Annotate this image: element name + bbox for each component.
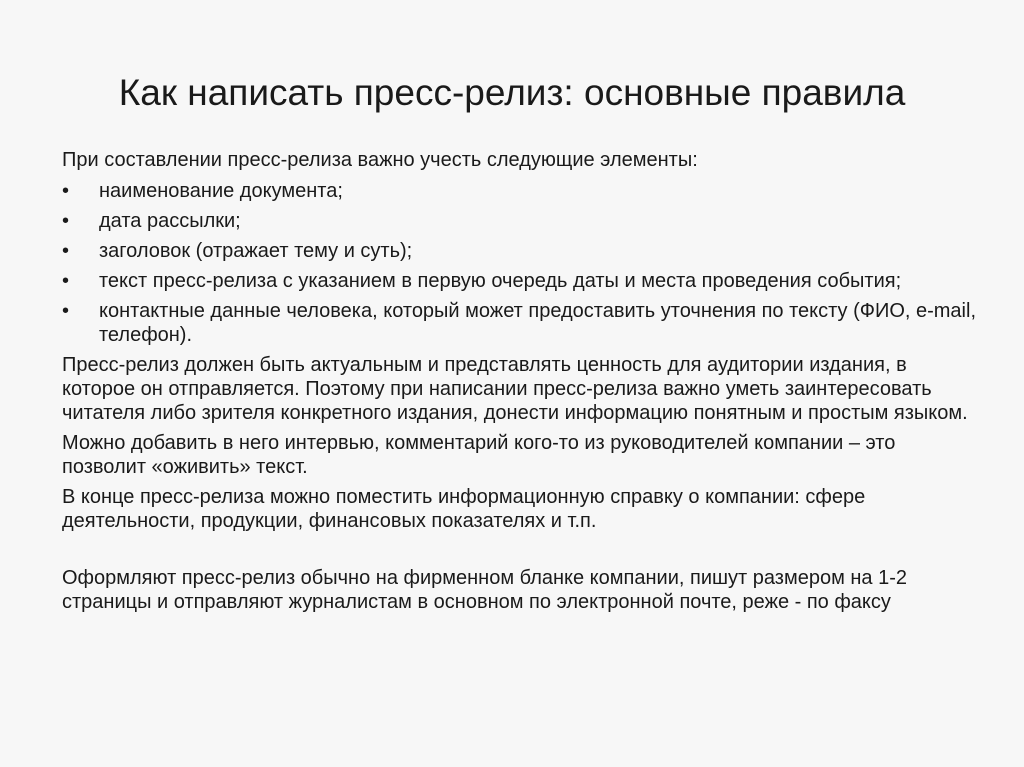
- bullet-text: текст пресс-релиза с указанием в первую очередь даты и места проведения события;: [99, 270, 902, 292]
- bullet-list: [62, 179, 982, 347]
- bullet-icon: •: [62, 270, 70, 292]
- bullet-icon: •: [62, 300, 70, 322]
- bullet-item: [62, 299, 982, 347]
- bullet-item: [62, 179, 982, 203]
- intro-text: При составлении пресс-релиза важно учесть следующие элементы:: [62, 149, 698, 171]
- bullet-text: заголовок (отражает тему и суть);: [99, 240, 413, 262]
- paragraph-relevance: Пресс-релиз должен быть актуальным и представлять ценность для аудитории издания, в которое он отправляется. Поэтому при написании пресс-релиза важно уметь заинтересовать читателя либо зрителя конкретного издания, донести информацию понятным и простым языком.: [62, 354, 968, 424]
- paragraph-interview: Можно добавить в него интервью, комментарий кого-то из руководителей компании – это позволит «оживить» текст.: [62, 432, 896, 478]
- bullet-icon: •: [62, 210, 70, 232]
- bullet-item: [62, 239, 982, 263]
- bullet-text: дата рассылки;: [99, 210, 241, 232]
- bullet-item: [62, 209, 982, 233]
- paragraph-format: Оформляют пресс-релиз обычно на фирменном бланке компании, пишут размером на 1-2 страницы и отправляют журналистам в основном по электронной почте, реже - по факсу: [62, 567, 907, 613]
- slide-body: [62, 148, 982, 620]
- paragraph-company-info: В конце пресс-релиза можно поместить информационную справку о компании: сфере деятельности, продукции, финансовых показателях и т.п.: [62, 486, 866, 532]
- slide-title: Как написать пресс-релиз: основные правила: [118, 72, 906, 113]
- bullet-text: наименование документа;: [99, 180, 343, 202]
- bullet-icon: •: [62, 180, 70, 202]
- bullet-item: [62, 269, 982, 293]
- bullet-text: контактные данные человека, который может предоставить уточнения по тексту (ФИО, e-mail, телефон).: [99, 300, 977, 346]
- bullet-icon: •: [62, 240, 70, 262]
